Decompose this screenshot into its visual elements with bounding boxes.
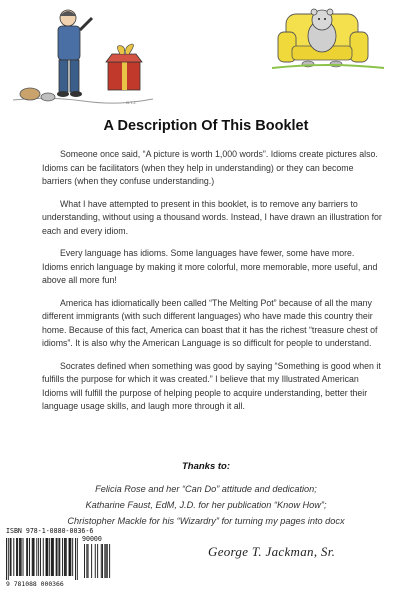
- paragraph: What I have attempted to present in this booklet, is to remove any barriers to understanding, without using a thousand words. Instead, I have drawn an illustration for each and every idiom.: [42, 198, 382, 236]
- thanks-line: Felicia Rose and her “Can Do” attitude and dedication;: [95, 484, 317, 494]
- author-signature: George T. Jackman, Sr.: [208, 544, 336, 559]
- isbn-number: ISBN 978-1-0880-0036-6: [6, 527, 94, 535]
- barcode-digits: 9 781088 000366: [6, 580, 64, 588]
- page-title: A Description Of This Booklet: [103, 118, 309, 134]
- thanks-list: [0, 481, 412, 529]
- illustration-bear-on-armchair: [268, 2, 388, 74]
- illustration-man-with-gift: [8, 4, 158, 108]
- paragraph: Socrates defined when something was good by saying “Something is good when it fulfills the purpose for which it was created.” I believe that my Illustrated American Idioms will fulfill the purpose of helping people to acquire understanding, better their language usage skills, and laugh more through it all.: [42, 360, 381, 411]
- thanks-line: Christopher Mackle for his “Wizardry” for turning my pages into docx: [67, 516, 345, 526]
- paragraph: America has idiomatically been called “The Melting Pot” because of all the many different immigrants (with such different languages) who have made this country their home. Because of this fact, America can boast that it has the richest “treasure chest of idioms”. It is also why the American Language is so difficult for people to understand.: [42, 297, 378, 348]
- paragraph: Every language has idioms. Some languages have fewer, some have more. Idioms enrich language by making it more colorful, more memorable, more useful, and above all more fun!: [42, 248, 378, 285]
- thanks-heading: Thanks to:: [181, 461, 231, 472]
- paragraph: Someone once said, “A picture is worth 1,000 words”. Idioms create pictures also. Idioms can be facilitators (when they help in understanding) or they can become barriers (when they confuse understanding.): [42, 149, 378, 186]
- booklet-description: [42, 148, 382, 423]
- isbn-barcode: [4, 527, 114, 591]
- barcode-bars: [4, 538, 114, 580]
- thanks-line: Katharine Faust, EdM, J.D. for her publication “Know How”;: [85, 500, 327, 510]
- artist-signature: G.T.J.: [126, 100, 137, 105]
- price-code: 90000: [82, 535, 102, 543]
